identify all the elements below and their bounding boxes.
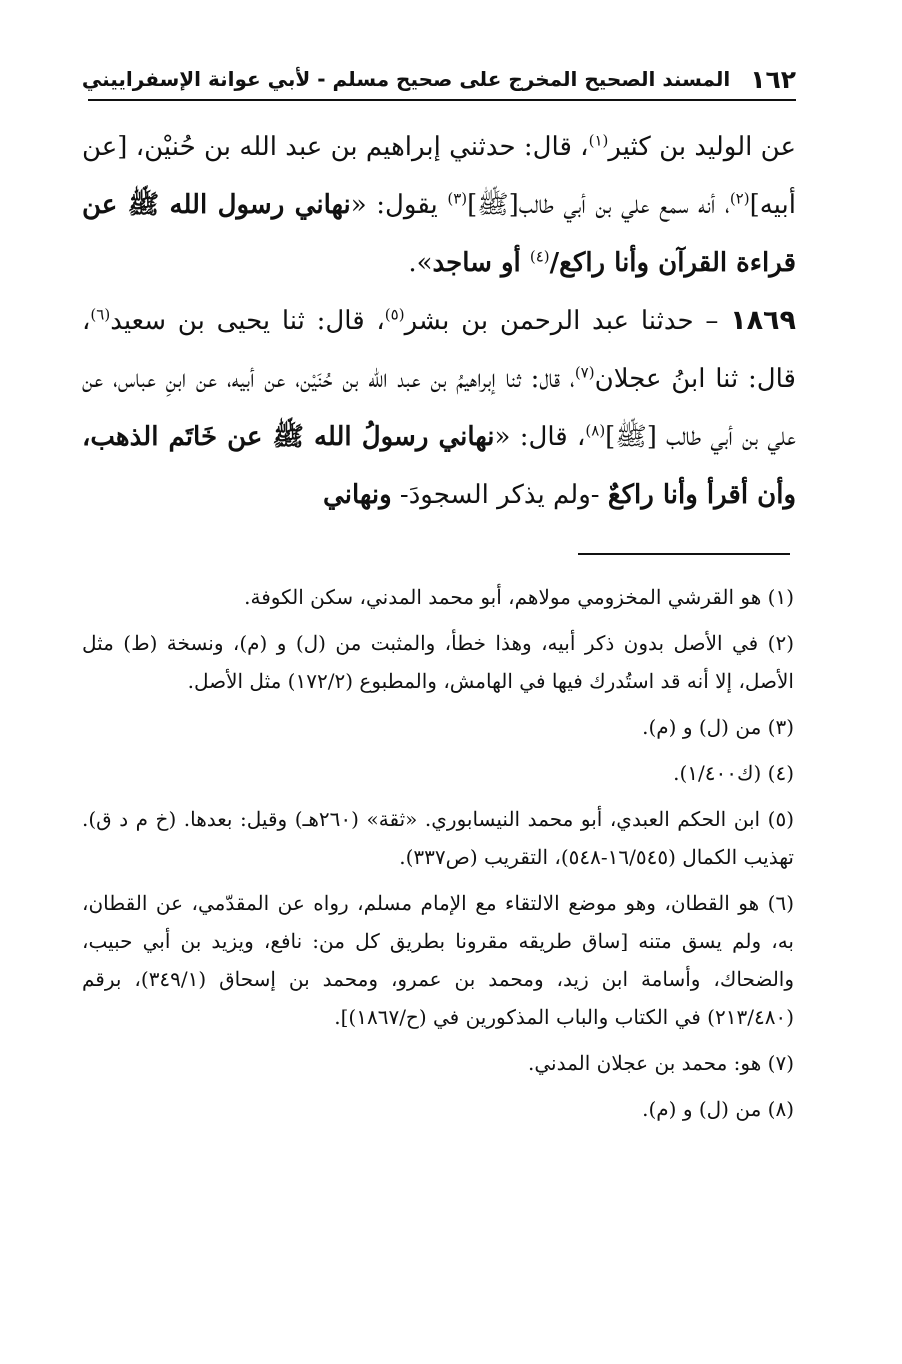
hadith-text: ونهاني — [323, 480, 392, 510]
footnote-marker: (٤) — [529, 247, 550, 266]
text-run: ، قال: ثنا يحيى بن سعيد — [110, 306, 385, 336]
page-header — [81, 62, 796, 96]
text-run: ، قال: ثنا إبراهيمُ بن عبد الله بن حُنَيْن، عن أبيه، عن ابنِ عباس، عن علي بن أبي طالب [ﷺ] — [82, 364, 796, 452]
footnote: (٨) من (ل) و (م). — [642, 1097, 794, 1121]
page-number: ١٦٢ — [750, 64, 796, 94]
text-run: عن الوليد بن كثير — [608, 132, 796, 162]
footnote-marker: (١) — [588, 131, 609, 150]
footnote-marker: (٦) — [90, 305, 111, 324]
footnote-separator — [578, 553, 790, 555]
footnote-marker: (٣) — [447, 189, 468, 208]
footnote-marker: (٢) — [729, 189, 750, 208]
running-title: المسند الصحيح المخرج على صحيح مسلم - لأبي عوانة الإسفراييني — [81, 67, 731, 91]
text-run: ». — [408, 248, 433, 278]
main-text — [82, 118, 796, 524]
footnotes — [82, 578, 794, 1136]
text-run: ، قال: حدثني إبراهيم بن عبد الله بن حُنيْن، [عن أبيه] — [82, 132, 796, 220]
footnote: (٥) ابن الحكم العبدي، أبو محمد النيسابوري. «ثقة» (٢٦٠هـ) وقيل: بعدها. (خ م د ق). تهذيب الكمال (١٦/٥٤٥-٥٤٨)، التقريب (ص٣٣٧). — [82, 807, 794, 869]
text-run: ، قال: ثنا ابنُ عجلان — [82, 306, 796, 394]
footnote: (٧) هو: محمد بن عجلان المدني. — [527, 1051, 794, 1075]
footnote-marker: (٥) — [384, 305, 405, 324]
footnote: (١) هو القرشي المخزومي مولاهم، أبو محمد المدني، سكن الكوفة. — [244, 585, 794, 609]
header-rule — [88, 99, 796, 101]
hadith-number: ١٨٦٩ — [730, 305, 797, 336]
hadith-text: أو ساجد — [432, 248, 530, 278]
footnote-marker: (٨) — [585, 421, 606, 440]
footnote: (٦) هو القطان، وهو موضع الالتقاء مع الإمام مسلم، رواه عن المقدّمي، عن القطان، به، ولم يسق متنه [ساق طريقه مقرونا بطريق كل من: نافع، ويزيد بن أبي حبيب، والضحاك، وأسامة ابن زيد، ومحمد بن عمرو، ومحمد بن إسحاق (٣٤٩/١)، برقم (٢١٣/٤٨٠) في الكتاب والباب المذكورين في (ح/١٨٦٧)]. — [82, 891, 795, 1029]
footnote: (٢) في الأصل بدون ذكر أبيه، وهذا خطأ، والمثبت من (ل) و (م)، ونسخة (ط) مثل الأصل، إلا أنه قد استُدرك فيها في الهامش، والمطبوع (١٧٢/٢) مثل الأصل. — [82, 631, 794, 693]
footnote: (٤) (ك١/٤٠٠). — [673, 761, 794, 785]
footnote-marker: (٧) — [574, 363, 595, 382]
text-run: ، قال: « — [494, 422, 586, 452]
text-run: – حدثنا عبد الرحمن بن بشر — [404, 306, 719, 336]
footnote: (٣) من (ل) و (م). — [642, 715, 794, 739]
text-run: يقول: « — [350, 190, 448, 220]
text-run: -ولم يذكر السجودَ- — [391, 480, 608, 510]
text-run: ، أنه سمع علي بن أبي طالب[ﷺ] — [467, 190, 730, 220]
paragraph-continuation — [82, 118, 796, 292]
paragraph-hadith-1869 — [82, 292, 796, 524]
hadith-text: نهاني رسول الله ﷺ عن قراءة القرآن وأنا راكع/ — [82, 190, 796, 278]
hadith-text: نهاني رسولُ الله ﷺ عن خَاتَم الذهب، وأن أقرأ وأنا راكعٌ — [82, 422, 796, 510]
